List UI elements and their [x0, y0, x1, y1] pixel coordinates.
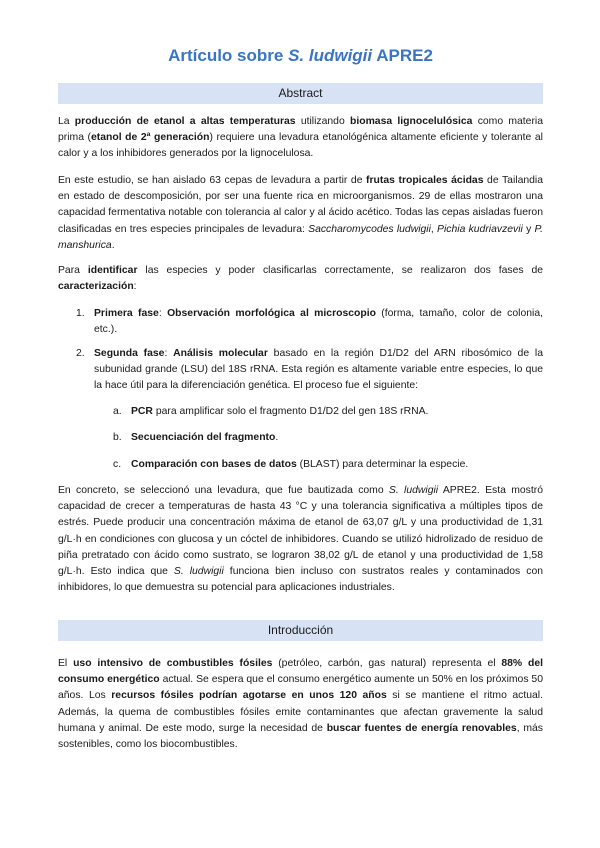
list-item-2: Segunda fase: Análisis molecular basado en la región D1/D2 del ARN ribosómico de la subunidad grande (LSU) del 18S rRNA. Esta región es altamente variable entre especies, lo que la hace útil para la diferenciación genética. El proceso fue el siguiente: — [94, 348, 543, 392]
sublist-item-b: Secuenciación del fragmento. — [131, 432, 279, 443]
sublist-letter: c. — [113, 459, 122, 470]
abstract-heading: Abstract — [58, 83, 543, 104]
title-suffix: APRE2 — [372, 46, 433, 65]
title-prefix: Artículo sobre — [168, 46, 289, 65]
intro-heading: Introducción — [58, 620, 543, 641]
sublist-item-c: Comparación con bases de datos (BLAST) para determinar la especie. — [131, 459, 469, 470]
abstract-paragraph-1: La producción de etanol a altas temperaturas utilizando biomasa lignocelulósica como materia prima (etanol de 2ª generación) requiere una levadura etanológénica altamente eficiente y tolerante al calor y a los inhibidores generados por la lignocelulosa. — [58, 116, 543, 160]
sublist-item-a: PCR para amplificar solo el fragmento D1/D2 del gen 18S rRNA. — [131, 406, 429, 417]
article-title — [58, 46, 543, 66]
sublist-letter: b. — [113, 432, 122, 443]
abstract-paragraph-2: En este estudio, se han aislado 63 cepas de levadura a partir de frutas tropicales ácidas de Tailandia en estado de descomposición, por ser una fuente rica en microorganismos. 29 de ellas mostraron una capacidad fermentativa notable con tolerancia al calor y al ácido acético. Todas las cepas aisladas fueron clasificadas en tres especies principales de levadura: Saccharomycodes ludwigii, Pichia kudriavzevii y P. manshurica. — [58, 175, 543, 251]
abstract-paragraph-3: Para identificar las especies y poder clasificarlas correctamente, se realizaron dos fases de caracterización: — [58, 265, 544, 293]
intro-paragraph-1: El uso intensivo de combustibles fósiles (petróleo, carbón, gas natural) representa el 88% del consumo energético actual. Se espera que el consumo energético aumente un 50% en los próximos 50 años. Los recursos fósiles podrían agotarse en unos 120 años si se mantiene el ritmo actual. Además, la quema de combustibles fósiles emite contaminantes que afectan gravemente la salud humana y animal. De este modo, surge la necesidad de buscar fuentes de energía renovables, más sostenibles, como los biocombustibles. — [58, 658, 543, 751]
list-item-1: Primera fase: Observación morfológica al microscopio (forma, tamaño, color de colonia, etc.). — [94, 308, 543, 336]
list-number: 1. — [76, 308, 85, 319]
sublist-letter: a. — [113, 406, 122, 417]
abstract-paragraph-4: En concreto, se seleccionó una levadura, que fue bautizada como S. ludwigii APRE2. Esta mostró capacidad de crecer a temperaturas de hasta 43 °C y una tolerancia significativa a múltiples tipos de estrés. Puede producir una concentración máxima de etanol de 63,07 g/L y una productividad de 1,31 g/L·h en condiciones con glucosa y un cóctel de inhibidores. Cuando se utilizó hidrolizado de residuo de piña pretratado con ácido como sustrato, se lograron 38,02 g/L de etanol y una productividad de 1,58 g/L·h. Esto indica que S. ludwigii funciona bien incluso con sustratos reales y contaminados con inhibidores, lo que demuestra su potencial para aplicaciones industriales. — [58, 485, 543, 594]
title-species: S. ludwigii — [288, 46, 373, 65]
list-number: 2. — [76, 348, 85, 359]
